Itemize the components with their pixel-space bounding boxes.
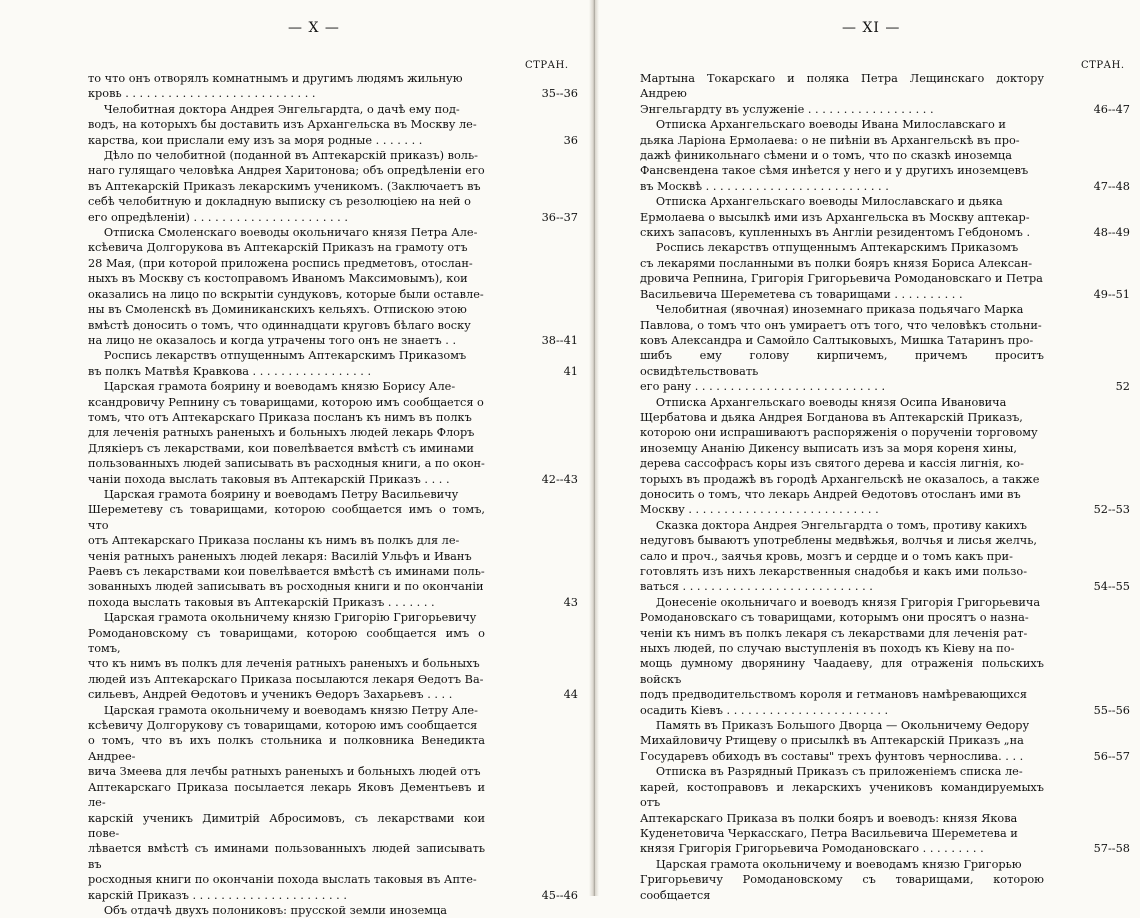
entry-text: Царская грамота боярину и воеводамъ князю Борису Але- ксандровичу Репнину съ товарищами, которою имъ сообщается о томъ, что отъ Аптекарскаго Приказа посланъ къ нимъ въ полкъ для леченія ратныхъ раненыхъ и больныхъ людей лекарь Флоръ Длякіеръ съ лекарствами, кои повелѣвается вмѣстѣ съ иминами пользованныхъ людей записывать въ расходныя книги, а по окон- чаніи похода выслать таковыя въ Аптекарскій Приказъ . . . . xyxy=(88,380,485,486)
entry-text: Царская грамота боярину и воеводамъ Петру Васильевичу Шереметеву съ товарищами, которою сообщается имъ о томъ, что отъ Аптекарскаго Приказа посланы къ нимъ въ полкъ для ле- ченія ратныхъ раненыхъ людей лекаря: Василій Ульфъ и Иванъ Раевъ съ лекарствами кои повелѣвается вмѣстѣ съ иминами поль- зованныхъ людей записывать въ росходныя книги и по окончаніи похода выслать таковыя въ Аптекарскій Приказъ . . . . . . . xyxy=(88,487,485,609)
entry-text: Челобитная доктора Андрея Энгельгардта, о дачѣ ему под- водъ, на которыхъ бы доставить изъ Архангельска въ Москву ле- карства, кои прислали ему изъ за моря родные . . . . . . . xyxy=(88,102,477,147)
toc-entry xyxy=(88,903,578,918)
entry-text: Царская грамота окольничему и воеводамъ князю Петру Але- ксѣевичу Долгорукову съ товарищами, которою имъ сообщается о томъ, что въ ихъ полкъ стольника и полковника Венедикта Андрее- вича Змеева для лечбы ратныхъ раненыхъ и больныхъ людей отъ Аптекарскаго Приказа посылается лекарь Яковъ Дементьевъ и ле- карскій ученикъ Димитрій Абросимовъ, съ лекарствами кои пове- лѣвается вмѣстѣ съ иминами пользованныхъ людей записывать въ росходныя книги по окончаніи похода выслать таковыя въ Апте- карскій Приказъ . . . . . . . . . . . . . . . . . . . . . . xyxy=(88,703,485,902)
toc-entry xyxy=(88,703,578,903)
entry-pages: 36 xyxy=(563,133,578,147)
toc-entry xyxy=(88,610,578,702)
entry-text: Отписка Смоленскаго воеводы окольничаго князя Петра Але- ксѣевича Долгорукова въ Аптекарскій Приказъ на грамоту отъ 28 Мая, (при которой приложена роспись предметовъ, отослан- ныхъ въ Москву съ костоправомъ Иваномъ Максимовымъ), кои оказались на лицо по вскрытіи сундуковъ, которые были оставле- ны въ Смоленскѣ въ Доминиканскихъ кельяхъ. Отпискою этою вмѣстѣ доносить о томъ, что одиннадцати круговъ бѣлаго воску на лицо не оказалось и когда утрачены того онъ не знаетъ . . xyxy=(88,226,484,347)
pages-column-header: СТРАН. xyxy=(1081,60,1125,71)
toc-entries xyxy=(640,71,1130,903)
entry-pages: 49--51 xyxy=(1093,287,1130,301)
entry-text: Царская грамота окольничему князю Григорію Григорьевичу Ромодановскому съ товарищами, которою сообщается имъ о томъ, что къ нимъ въ полкъ для леченія ратныхъ раненыхъ и больныхъ людей изъ Аптекарскаго Приказа посылаются лекаря Өедотъ Ва- сильевъ, Андрей Өедотовъ и ученикъ Өедоръ Захарьевъ . . . . xyxy=(88,611,485,702)
entry-pages: 43 xyxy=(563,595,578,609)
toc-entry xyxy=(640,117,1130,194)
entry-pages: 41 xyxy=(563,364,578,378)
toc-entry xyxy=(88,71,578,102)
toc-entry xyxy=(640,857,1130,903)
toc-entry xyxy=(88,225,578,348)
toc-entry xyxy=(88,148,578,225)
toc-entry xyxy=(640,718,1130,764)
entry-text: Роспись лекарствъ отпущеннымъ Аптекарскимъ Приказомъ съ лекарями посланными въ полки бояръ князя Бориса Алексан- дровича Репнина, Григорія Григорьевича Ромодановскаго и Петра Васильевича Шереметева съ товарищами . . . . . . . . . . xyxy=(640,241,1043,301)
entry-text: Отписка Архангельскаго воеводы Милославскаго и дьяка Ермолаева о высылкѣ ими изъ Архангельска въ Москву аптекар- скихъ запасовъ, купленныхъ въ Англіи резидентомъ Гебдономъ . xyxy=(640,195,1031,240)
book-gutter xyxy=(589,0,599,896)
entry-pages: 46--47 xyxy=(1093,102,1130,116)
entry-pages: 48--49 xyxy=(1093,226,1130,240)
running-head: — XI — xyxy=(842,20,901,36)
toc-entry xyxy=(640,302,1130,394)
toc-entry xyxy=(88,487,578,610)
entry-text: то что онъ отворялъ комнатнымъ и другимъ людямъ жильную кровь . . . . . . . . . . . . . . . . . . . . . . . . . . . xyxy=(88,72,463,101)
toc-entry xyxy=(640,764,1130,856)
pages-column-header: СТРАН. xyxy=(525,60,569,71)
entry-text: Объ отдачѣ двухъ полониковъ: прусской земли иноземца xyxy=(103,903,448,917)
toc-entry xyxy=(640,240,1130,302)
entry-text: Отписка Архангельскаго воеводы князя Осипа Ивановича Щербатова и дьяка Андрея Богданова въ Аптекарскій Приказъ, которою они испрашиваютъ распоряженія о порученіи торговому иноземцу Ананію Дикенсу выписать изъ за моря кореня хины, дерева сассофрасъ коры изъ святого дерева и кассія лигнія, ко- торыхъ въ продажѣ въ городѣ Архангельскѣ не оказалось, а также доносить о томъ, что лекарь Андрей Өедотовъ отосланъ ими въ Москву . . . . . . . . . . . . . . . . . . . . . . . . . . . xyxy=(640,395,1040,517)
toc-entry xyxy=(640,71,1130,117)
toc-entry xyxy=(640,518,1130,595)
entry-text: Дѣло по челобитной (поданной въ Аптекарскій приказъ) воль- наго гулящаго человѣка Андрея Харитонова; объ опредѣленіи его въ Аптекарскій Приказъ лекарскимъ ученикомъ. (Заключаетъ въ себѣ челобитную и докладную выписку съ резолюціею на ней о его опредѣленіи) . . . . . . . . . . . . . . . . . . . . . . xyxy=(88,149,485,224)
toc-entry xyxy=(640,395,1130,518)
entry-text: Челобитная (явочная) иноземнаго приказа подьячаго Марка Павлова, о томъ что онъ умираетъ отъ того, что человѣкъ стольни- ковъ Александра и Самойло Салтыковыхъ, Мишка Татаринъ про- шибъ ему голову кирпичемъ, причемъ проситъ освидѣтельствовать его рану . . . . . . . . . . . . . . . . . . . . . . . . . . . xyxy=(640,303,1044,394)
entry-pages: 52--53 xyxy=(1093,503,1130,517)
entry-pages: 55--56 xyxy=(1093,703,1130,717)
entry-pages: 47--48 xyxy=(1093,179,1130,193)
entry-pages: 38--41 xyxy=(541,333,578,347)
toc-entry xyxy=(88,102,578,148)
entry-pages: 45--46 xyxy=(541,888,578,902)
entry-pages: 35--36 xyxy=(541,87,578,101)
entry-text: Царская грамота окольничему и воеводамъ князю Григорью Григорьевичу Ромодановскому съ товарищами, которою сообщается xyxy=(640,857,1044,902)
toc-entry xyxy=(88,348,578,379)
right-page xyxy=(600,0,1140,902)
entry-pages: 44 xyxy=(563,688,578,702)
toc-entry xyxy=(88,379,578,487)
entry-text: Сказка доктора Андрея Энгельгардта о томъ, противу какихъ недуговъ бываютъ употреблены медвѣжья, волчья и лисья желчь, сало и проч., заячья кровь, мозгъ и сердце и о томъ какъ при- готовлять изъ нихъ лекарственныя снадобья и какъ ими пользо- ваться . . . . . . . . . . . . . . . . . . . . . . . . . . . xyxy=(640,518,1037,594)
entry-pages: 42--43 xyxy=(541,472,578,486)
entry-pages: 57--58 xyxy=(1093,842,1130,856)
entry-pages: 36--37 xyxy=(541,210,578,224)
entry-pages: 54--55 xyxy=(1093,580,1130,594)
entry-text: Мартына Токарскаго и поляка Петра Лещинскаго доктору Андрею Энгельгардту въ услуженіе . . . . . . . . . . . . . . . . . . xyxy=(640,72,1044,116)
entry-text: Отписка Архангельскаго воеводы Ивана Милославскаго и дьяка Ларіона Ермолаева: о не пиѣніи въ Архангельскѣ въ про- дажѣ финикольнаго сѣмени и о томъ, что по сказкѣ иноземца Фансвендена такое сѣмя инѣется у него и у другихъ иноземцевъ въ Москвѣ . . . . . . . . . . . . . . . . . . . . . . . . . . xyxy=(640,118,1029,193)
toc-entries xyxy=(88,71,578,918)
entry-text: Память въ Приказъ Большого Дворца — Окольничему Өедору Михайловичу Ртищеву о присылкѣ въ Аптекарскій Приказъ „на Государевъ обиходъ въ составы" трехъ фунтовъ чернослива. . . . xyxy=(640,719,1030,763)
running-head: — X — xyxy=(288,20,340,36)
entry-text: Отписка въ Разрядный Приказъ съ приложеніемъ списка ле- карей, костоправовъ и лекарскихъ учениковъ командируемыхъ отъ Аптекарскаго Приказа въ полки бояръ и воеводъ: князя Якова Куденетовича Черкасскаго, Петра Васильевича Шереметева и князя Григорія Григорьевича Ромодановскаго . . . . . . . . . xyxy=(640,765,1044,856)
entry-pages: 52 xyxy=(1115,380,1130,394)
entry-text: Донесеніе окольничаго и воеводъ князя Григорія Григорьевича Ромодановскаго съ товарищами, которымъ они просятъ о назна- ченіи къ нимъ въ полкъ лекаря съ лекарствами для леченія рат- ныхъ людей, по случаю выступленія въ походъ къ Кіеву на по- мощь думному дворянину Чаадаеву, для отраженія польскихъ войскъ подъ предводительствомъ короля и гетмановъ намѣревающихся осадить Кіевъ . . . . . . . . . . . . . . . . . . . . . . . xyxy=(640,595,1044,717)
toc-entry xyxy=(640,194,1130,240)
entry-pages: 56--57 xyxy=(1093,749,1130,763)
entry-text: Роспись лекарствъ отпущеннымъ Аптекарскимъ Приказомъ въ полкъ Матвѣя Кравкова . . . . . . . . . . . . . . . . . xyxy=(88,349,467,378)
toc-entry xyxy=(640,595,1130,718)
